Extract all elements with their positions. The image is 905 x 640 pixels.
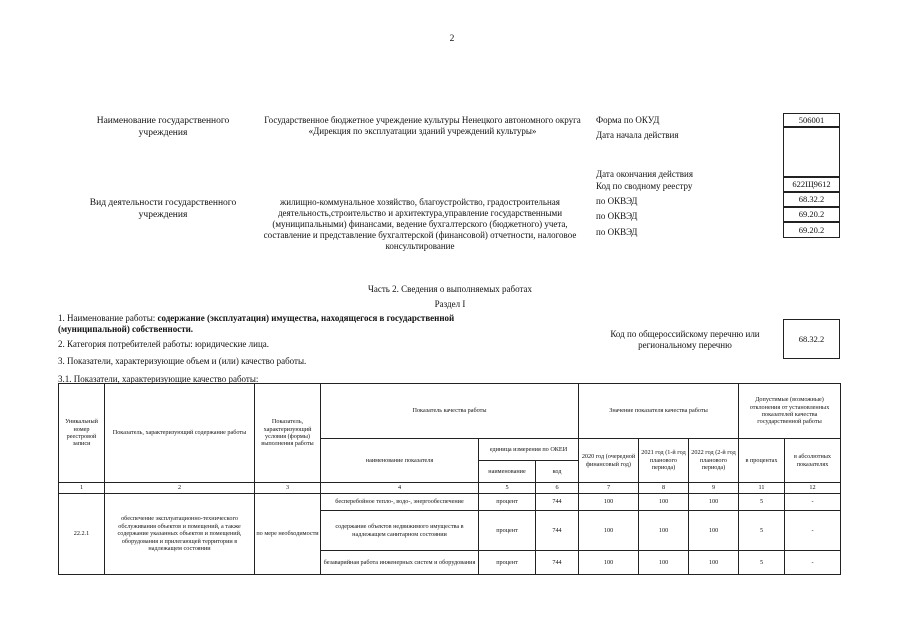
unit-code: 744 <box>536 511 579 551</box>
activity-label: Вид деятельности государственного учреждения <box>89 198 237 220</box>
okved2-label: по ОКВЭД <box>596 211 638 221</box>
header-conditions: Показатель, характеризующий условия (формы) выполнения работы <box>255 384 321 483</box>
value-2022: 100 <box>689 511 739 551</box>
header-absolute: в абсолютных показателях <box>785 439 841 483</box>
list-code-value: 68.32.2 <box>783 319 840 359</box>
col-number: 8 <box>639 483 689 494</box>
allowed-absolute: - <box>785 511 841 551</box>
indicators-heading: 3. Показатели, характеризующие объем и (или) качество работы. <box>58 356 307 366</box>
value-2021: 100 <box>639 494 689 511</box>
allowed-absolute: - <box>785 494 841 511</box>
allowed-percent: 5 <box>739 551 785 575</box>
value-2020: 100 <box>579 551 639 575</box>
registry-label: Код по сводному реестру <box>596 181 693 191</box>
header-quality: Показатель качества работы <box>321 384 579 439</box>
header-unit: единица измерения по ОКЕИ <box>479 439 579 461</box>
col-number: 9 <box>689 483 739 494</box>
value-2021: 100 <box>639 511 689 551</box>
header-indicator-name: наименование показателя <box>321 439 479 483</box>
value-2020: 100 <box>579 494 639 511</box>
header-allowed: Допустимые (возможные) отклонения от установленных показателей качества государственной работы <box>739 384 841 439</box>
col-number: 11 <box>739 483 785 494</box>
content-text: обеспечение эксплуатационно-технического обслуживания объектов и помещений, а также содержание указанных объектов и помещений, оборудования и прилегающей территории в надлежащем состоянии <box>105 494 255 575</box>
dates-box <box>783 127 840 177</box>
header-unique-number: Уникальный номер реестровой записи <box>59 384 105 483</box>
col-number: 12 <box>785 483 841 494</box>
condition-text: по мере необходимости <box>255 494 321 575</box>
unit-code: 744 <box>536 551 579 575</box>
consumer-category: 2. Категория потребителей работы: юридические лица. <box>58 339 270 349</box>
page-number: 2 <box>449 34 455 44</box>
indicator-name: безаварийная работа инженерных систем и оборудования <box>321 551 479 575</box>
okved1-label: по ОКВЭД <box>596 196 638 206</box>
okved3-label: по ОКВЭД <box>596 227 638 237</box>
work-name-prefix: 1. Наименование работы: <box>58 313 156 323</box>
work-name <box>58 313 498 335</box>
unit-name: процент <box>479 511 536 551</box>
quality-table <box>58 383 841 575</box>
okud-label: Форма по ОКУД <box>596 115 660 125</box>
col-number: 6 <box>536 483 579 494</box>
okved2-value: 69.20.2 <box>783 207 840 222</box>
unit-name: процент <box>479 551 536 575</box>
activity-text: жилищно-коммунальное хозяйство, благоустройство, градостроительная деятельность,строительство и архитектура,управление государственными (муниципальными) финансами, ведение бухгалтерского (бюджетного) учета, составление и представление бухгалтерской (финансовой) отчетности, налоговое консультирование <box>263 197 577 251</box>
part-title: Часть 2. Сведения о выполняемых работах <box>368 284 532 294</box>
allowed-percent: 5 <box>739 494 785 511</box>
section-title: Раздел I <box>434 299 466 309</box>
header-percent: в процентах <box>739 439 785 483</box>
okved3-value: 69.20.2 <box>783 222 840 238</box>
header-values: Значение показателя качества работы <box>579 384 739 439</box>
okved1-value: 68.32.2 <box>783 192 840 207</box>
end-date-label: Дата окончания действия <box>596 169 693 179</box>
header-content: Показатель, характеризующий содержание работы <box>105 384 255 483</box>
start-date-label: Дата начала действия <box>596 130 679 140</box>
indicator-name: содержание объектов недвижимого имущества в надлежащем санитарном состоянии <box>321 511 479 551</box>
unique-number: 22.2.1 <box>59 494 105 575</box>
institution-name: Государственное бюджетное учреждение культуры Ненецкого автономного округа «Дирекция по эксплуатации зданий учреждений культуры» <box>264 115 581 136</box>
registry-value: 622Щ9612 <box>783 177 840 192</box>
unit-name: процент <box>479 494 536 511</box>
col-number: 7 <box>579 483 639 494</box>
indicator-name: бесперебойное тепло-, водо-, энергообеспечение <box>321 494 479 511</box>
unit-code: 744 <box>536 494 579 511</box>
allowed-percent: 5 <box>739 511 785 551</box>
col-number: 1 <box>59 483 105 494</box>
value-2020: 100 <box>579 511 639 551</box>
header-2020: 2020 год (очередной финансовый год) <box>579 439 639 483</box>
okud-value: 506001 <box>783 113 840 127</box>
table-row <box>59 494 841 511</box>
allowed-absolute: - <box>785 551 841 575</box>
value-2022: 100 <box>689 551 739 575</box>
quality-indicators-heading: 3.1. Показатели, характеризующие качество работы: <box>58 374 259 384</box>
institution-label: Наименование государственного учреждения <box>96 116 230 138</box>
col-number: 4 <box>321 483 479 494</box>
header-unit-name: наименование <box>479 461 536 483</box>
header-unit-code: код <box>536 461 579 483</box>
work-name-value: содержание (эксплуатация) имущества, находящегося в государственной (муниципальной) собственности. <box>58 313 455 334</box>
col-number: 5 <box>479 483 536 494</box>
header-2021: 2021 год (1-й год планового периода) <box>639 439 689 483</box>
header-2022: 2022 год (2-й год планового периода) <box>689 439 739 483</box>
list-code-label: Код по общероссийскому перечню или региональному перечню <box>610 329 760 350</box>
value-2021: 100 <box>639 551 689 575</box>
value-2022: 100 <box>689 494 739 511</box>
col-number: 2 <box>105 483 255 494</box>
col-number: 3 <box>255 483 321 494</box>
